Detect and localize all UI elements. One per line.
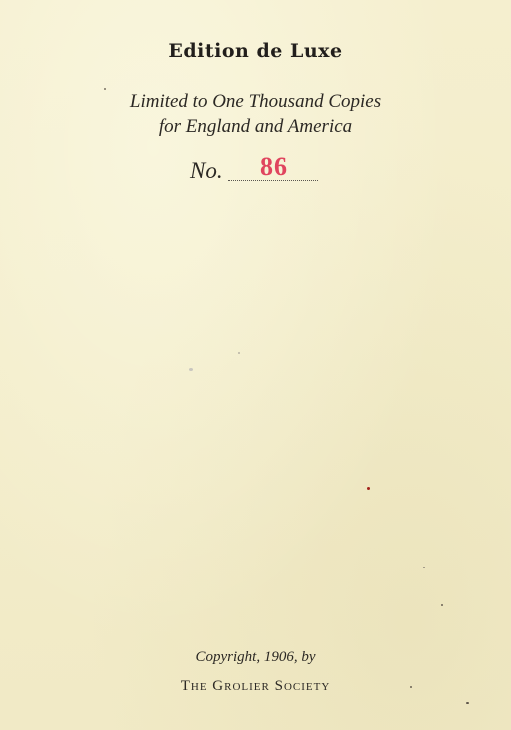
paper-speck	[410, 686, 412, 688]
paper-speck	[189, 368, 193, 371]
edition-title: Edition de Luxe	[168, 40, 343, 62]
copy-number-label: No.	[190, 158, 223, 183]
paper-speck	[367, 487, 370, 490]
copy-number-stamp: 86	[260, 152, 288, 181]
limitation-notice	[0, 89, 511, 139]
limitation-line-2: for England and America	[158, 116, 353, 137]
paper-speck	[466, 702, 469, 704]
paper-speck	[441, 604, 443, 606]
limitation-line-1: Limited to One Thousand Copies	[129, 91, 382, 112]
paper-speck	[238, 352, 240, 354]
copy-number-line	[190, 150, 330, 186]
paper-speck	[423, 567, 425, 568]
copyright-line: Copyright, 1906, by	[195, 649, 316, 665]
publisher-name: The Grolier Society	[180, 678, 331, 694]
paper-speck	[104, 88, 106, 90]
